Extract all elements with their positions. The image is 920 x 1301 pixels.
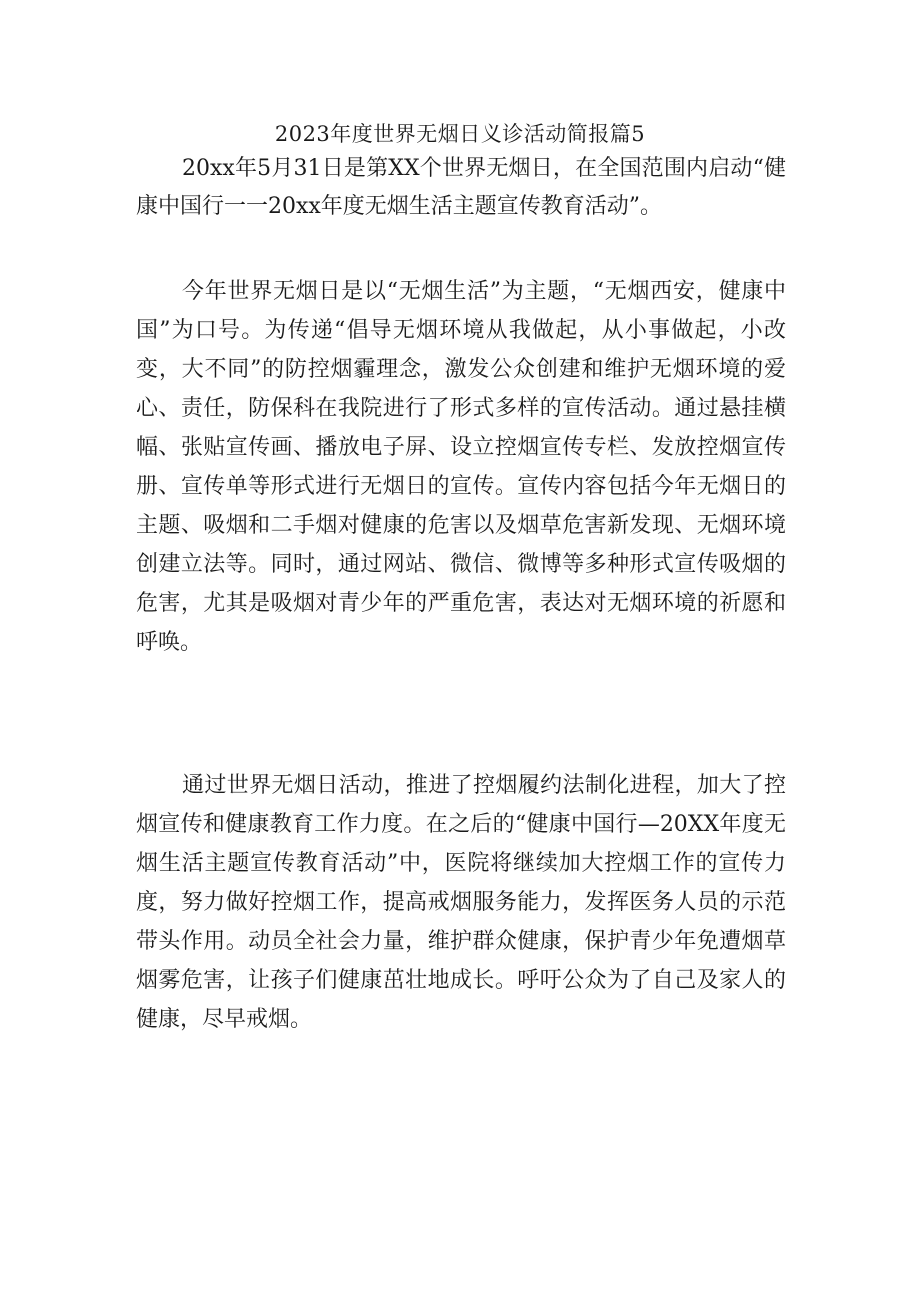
paragraph-1: 20xx年5月31日是第XX个世界无烟日，在全国范围内启动“健康中国行一一20xx年度无烟生活主题宣传教育活动”。 [136, 156, 786, 219]
paragraph-2: 今年世界无烟日是以“无烟生活”为主题，“无烟西安，健康中国”为口号。为传递“倡导无烟环境从我做起，从小事做起，小改变，大不同”的防控烟霾理念，激发公众创建和维护无烟环境的爱心、责任，防保科在我院进行了形式多样的宣传活动。通过悬挂横幅、张贴宣传画、播放电子屏、设立控烟宣传专栏、发放控烟宣传册、宣传单等形式进行无烟日的宣传。宣传内容包括今年无烟日的主题、吸烟和二手烟对健康的危害以及烟草危害新发现、无烟环境创建立法等。同时，通过网站、微信、微博等多种形式宣传吸烟的危害，尤其是吸烟对青少年的严重危害，表达对无烟环境的祈愿和呼唤。 [136, 279, 786, 655]
paragraph-3: 通过世界无烟日活动，推进了控烟履约法制化进程，加大了控烟宣传和健康教育工作力度。在之后的“健康中国行—20XX年度无烟生活主题宣传教育活动”中，医院将继续加大控烟工作的宣传力度，努力做好控烟工作，提高戒烟服务能力，发挥医务人员的示范带头作用。动员全社会力量，维护群众健康，保护青少年免遭烟草烟雾危害，让孩子们健康茁壮地成长。呼吁公众为了自己及家人的健康，尽早戒烟。 [136, 773, 786, 1032]
document-title: 2023年度世界无烟日义诊活动简报篇5 [274, 122, 646, 146]
